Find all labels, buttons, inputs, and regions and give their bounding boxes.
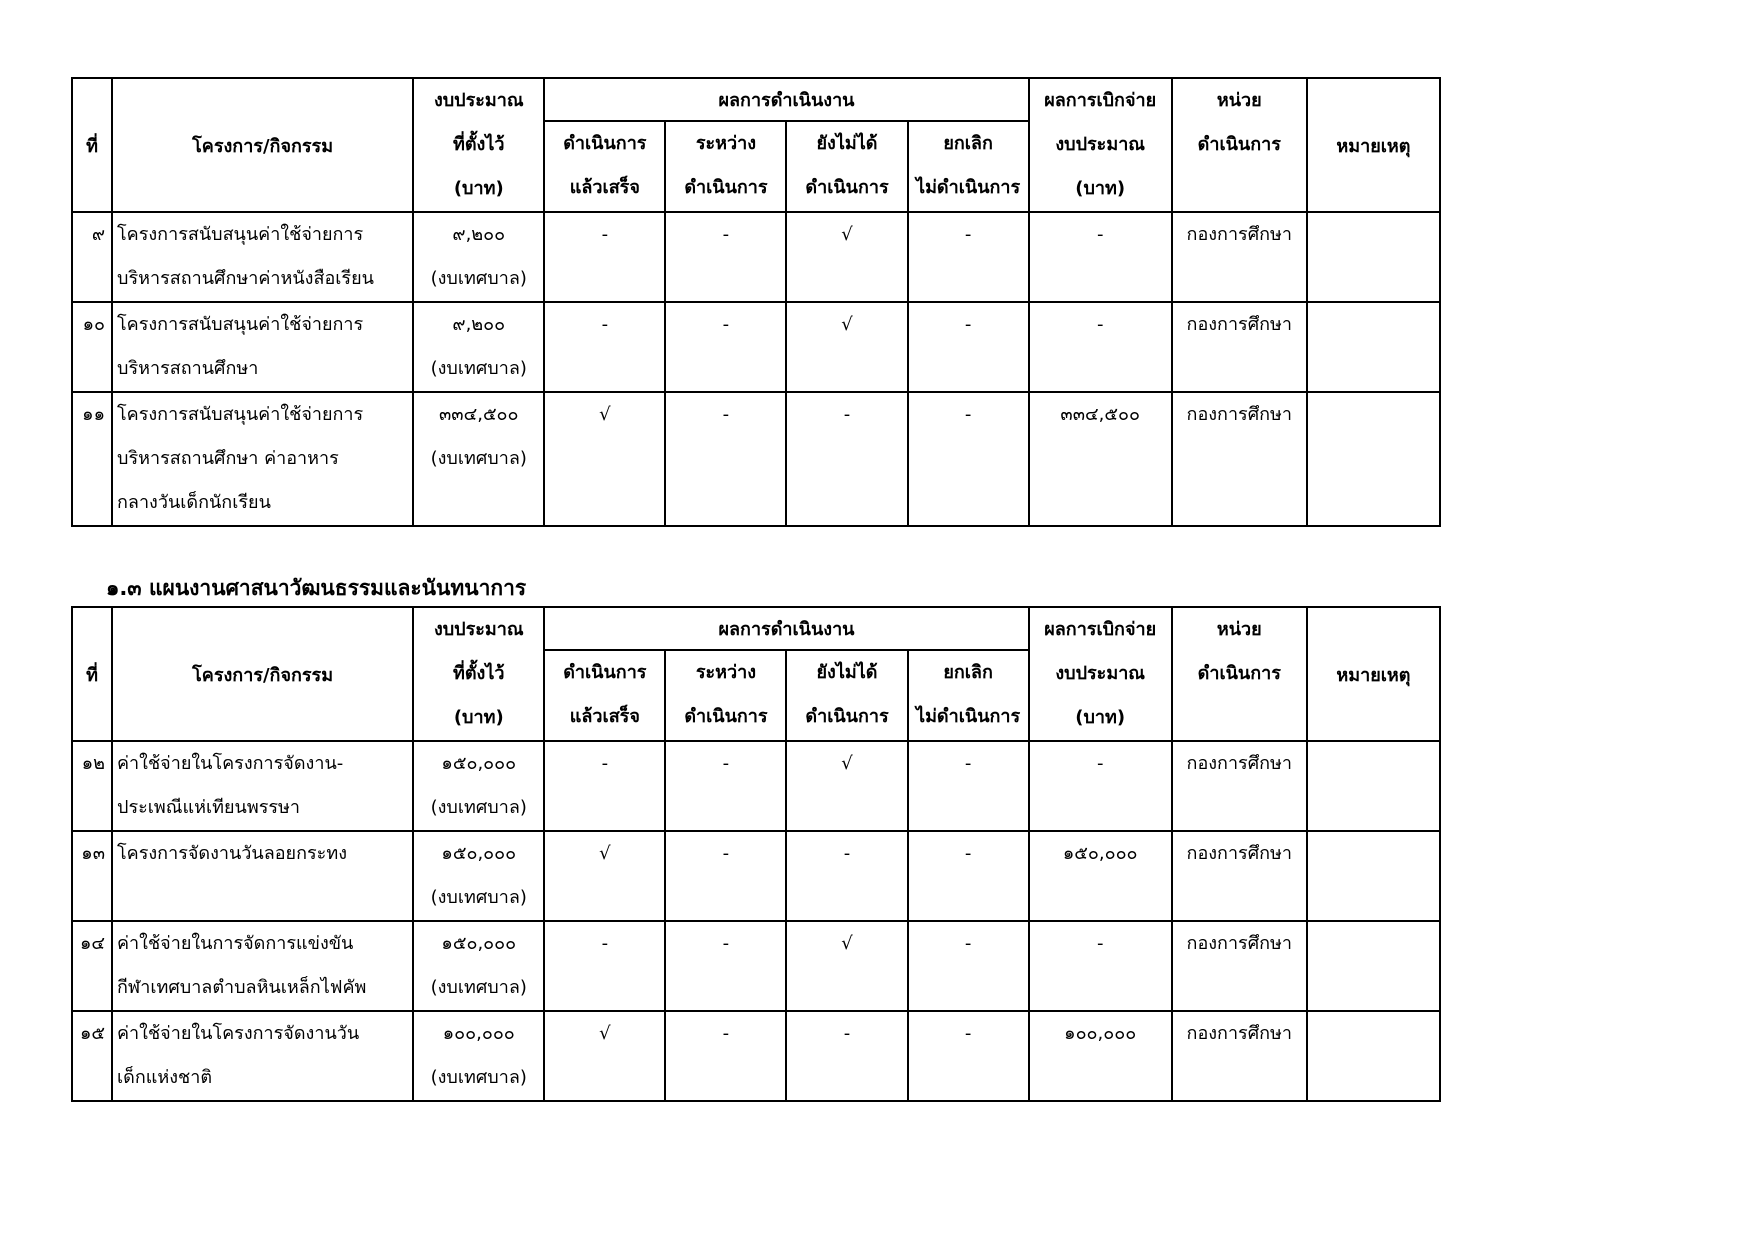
responsible-unit: กองการศึกษา [1172, 302, 1307, 392]
project-name: ค่าใช้จ่ายในโครงการจัดงานวัน เด็กแห่งชาติ [112, 1011, 413, 1101]
budget-amount: ๑๕๐,๐๐๐ (งบเทศบาล) [413, 921, 544, 1011]
header-unit: หน่วย ดำเนินการ [1172, 607, 1307, 741]
row-number: ๑๐ [72, 302, 112, 392]
remark [1307, 831, 1440, 921]
header-status-done: ดำเนินการ แล้วเสร็จ [544, 121, 665, 212]
status-notyet: √ [786, 302, 907, 392]
section-heading: ๑.๓ แผนงานศาสนาวัฒนธรรมและนันทนาการ [106, 576, 527, 600]
row-number: ๑๓ [72, 831, 112, 921]
status-inprogress: - [665, 1011, 786, 1101]
remark [1307, 212, 1440, 302]
responsible-unit: กองการศึกษา [1172, 1011, 1307, 1101]
status-cancel: - [908, 831, 1029, 921]
status-notyet: √ [786, 741, 907, 831]
header-project: โครงการ/กิจกรรม [112, 78, 413, 212]
budget-amount: ๑๕๐,๐๐๐ (งบเทศบาล) [413, 741, 544, 831]
header-status-notyet: ยังไม่ได้ ดำเนินการ [786, 121, 907, 212]
remark [1307, 1011, 1440, 1101]
disbursed-amount: ๓๓๔,๕๐๐ [1029, 392, 1172, 526]
status-notyet: √ [786, 921, 907, 1011]
budget-amount: ๙,๒๐๐ (งบเทศบาล) [413, 302, 544, 392]
status-cancel: - [908, 741, 1029, 831]
row-number: ๑๒ [72, 741, 112, 831]
budget-amount: ๑๐๐,๐๐๐ (งบเทศบาล) [413, 1011, 544, 1101]
status-cancel: - [908, 392, 1029, 526]
disbursed-amount: ๑๐๐,๐๐๐ [1029, 1011, 1172, 1101]
header-unit: หน่วย ดำเนินการ [1172, 78, 1307, 212]
project-name: โครงการสนับสนุนค่าใช้จ่ายการ บริหารสถานศึกษาค่าหนังสือเรียน [112, 212, 413, 302]
row-number: ๑๔ [72, 921, 112, 1011]
header-status-done: ดำเนินการ แล้วเสร็จ [544, 650, 665, 741]
status-notyet: - [786, 831, 907, 921]
status-cancel: - [908, 212, 1029, 302]
project-name: ค่าใช้จ่ายในโครงการจัดงาน- ประเพณีแห่เทียนพรรษา [112, 741, 413, 831]
disbursed-amount: - [1029, 302, 1172, 392]
disbursed-amount: - [1029, 741, 1172, 831]
status-inprogress: - [665, 921, 786, 1011]
remark [1307, 302, 1440, 392]
header-status-cancel: ยกเลิก ไม่ดำเนินการ [908, 121, 1029, 212]
budget-amount: ๑๕๐,๐๐๐ (งบเทศบาล) [413, 831, 544, 921]
status-inprogress: - [665, 392, 786, 526]
disbursed-amount: - [1029, 921, 1172, 1011]
project-name: โครงการสนับสนุนค่าใช้จ่ายการ บริหารสถานศึกษา ค่าอาหาร กลางวันเด็กนักเรียน [112, 392, 413, 526]
responsible-unit: กองการศึกษา [1172, 212, 1307, 302]
table-row [72, 921, 1440, 1011]
table-row [72, 212, 1440, 302]
header-status-cancel: ยกเลิก ไม่ดำเนินการ [908, 650, 1029, 741]
row-number: ๙ [72, 212, 112, 302]
project-results-table-1 [71, 77, 1441, 527]
header-no: ที่ [72, 607, 112, 741]
status-inprogress: - [665, 212, 786, 302]
responsible-unit: กองการศึกษา [1172, 921, 1307, 1011]
status-notyet: - [786, 1011, 907, 1101]
remark [1307, 921, 1440, 1011]
remark [1307, 741, 1440, 831]
table-row [72, 1011, 1440, 1101]
status-notyet: - [786, 392, 907, 526]
header-budget: งบประมาณ ที่ตั้งไว้ (บาท) [413, 78, 544, 212]
status-done: √ [544, 831, 665, 921]
header-results: ผลการดำเนินงาน [544, 78, 1028, 121]
header-status-inprogress: ระหว่าง ดำเนินการ [665, 650, 786, 741]
status-done: √ [544, 392, 665, 526]
status-notyet: √ [786, 212, 907, 302]
project-name: โครงการสนับสนุนค่าใช้จ่ายการ บริหารสถานศึกษา [112, 302, 413, 392]
status-inprogress: - [665, 302, 786, 392]
status-done: - [544, 212, 665, 302]
row-number: ๑๕ [72, 1011, 112, 1101]
project-name: ค่าใช้จ่ายในการจัดการแข่งขัน กีฬาเทศบาลตำบลหินเหล็กไฟคัพ [112, 921, 413, 1011]
header-status-inprogress: ระหว่าง ดำเนินการ [665, 121, 786, 212]
status-done: - [544, 741, 665, 831]
responsible-unit: กองการศึกษา [1172, 831, 1307, 921]
status-cancel: - [908, 1011, 1029, 1101]
header-disbursed: ผลการเบิกจ่าย งบประมาณ (บาท) [1029, 607, 1172, 741]
header-remark: หมายเหตุ [1307, 78, 1440, 212]
header-disbursed: ผลการเบิกจ่าย งบประมาณ (บาท) [1029, 78, 1172, 212]
responsible-unit: กองการศึกษา [1172, 392, 1307, 526]
project-results-table-2 [71, 606, 1441, 1102]
status-done: - [544, 921, 665, 1011]
table-row [72, 831, 1440, 921]
project-name: โครงการจัดงานวันลอยกระทง [112, 831, 413, 921]
table-row [72, 741, 1440, 831]
budget-amount: ๙,๒๐๐ (งบเทศบาล) [413, 212, 544, 302]
status-done: √ [544, 1011, 665, 1101]
remark [1307, 392, 1440, 526]
header-budget: งบประมาณ ที่ตั้งไว้ (บาท) [413, 607, 544, 741]
disbursed-amount: - [1029, 212, 1172, 302]
status-cancel: - [908, 921, 1029, 1011]
budget-amount: ๓๓๔,๕๐๐ (งบเทศบาล) [413, 392, 544, 526]
header-project: โครงการ/กิจกรรม [112, 607, 413, 741]
status-inprogress: - [665, 831, 786, 921]
status-inprogress: - [665, 741, 786, 831]
status-done: - [544, 302, 665, 392]
status-cancel: - [908, 302, 1029, 392]
row-number: ๑๑ [72, 392, 112, 526]
header-no: ที่ [72, 78, 112, 212]
table-row [72, 392, 1440, 526]
header-status-notyet: ยังไม่ได้ ดำเนินการ [786, 650, 907, 741]
header-remark: หมายเหตุ [1307, 607, 1440, 741]
responsible-unit: กองการศึกษา [1172, 741, 1307, 831]
header-results: ผลการดำเนินงาน [544, 607, 1028, 650]
disbursed-amount: ๑๕๐,๐๐๐ [1029, 831, 1172, 921]
table-row [72, 302, 1440, 392]
